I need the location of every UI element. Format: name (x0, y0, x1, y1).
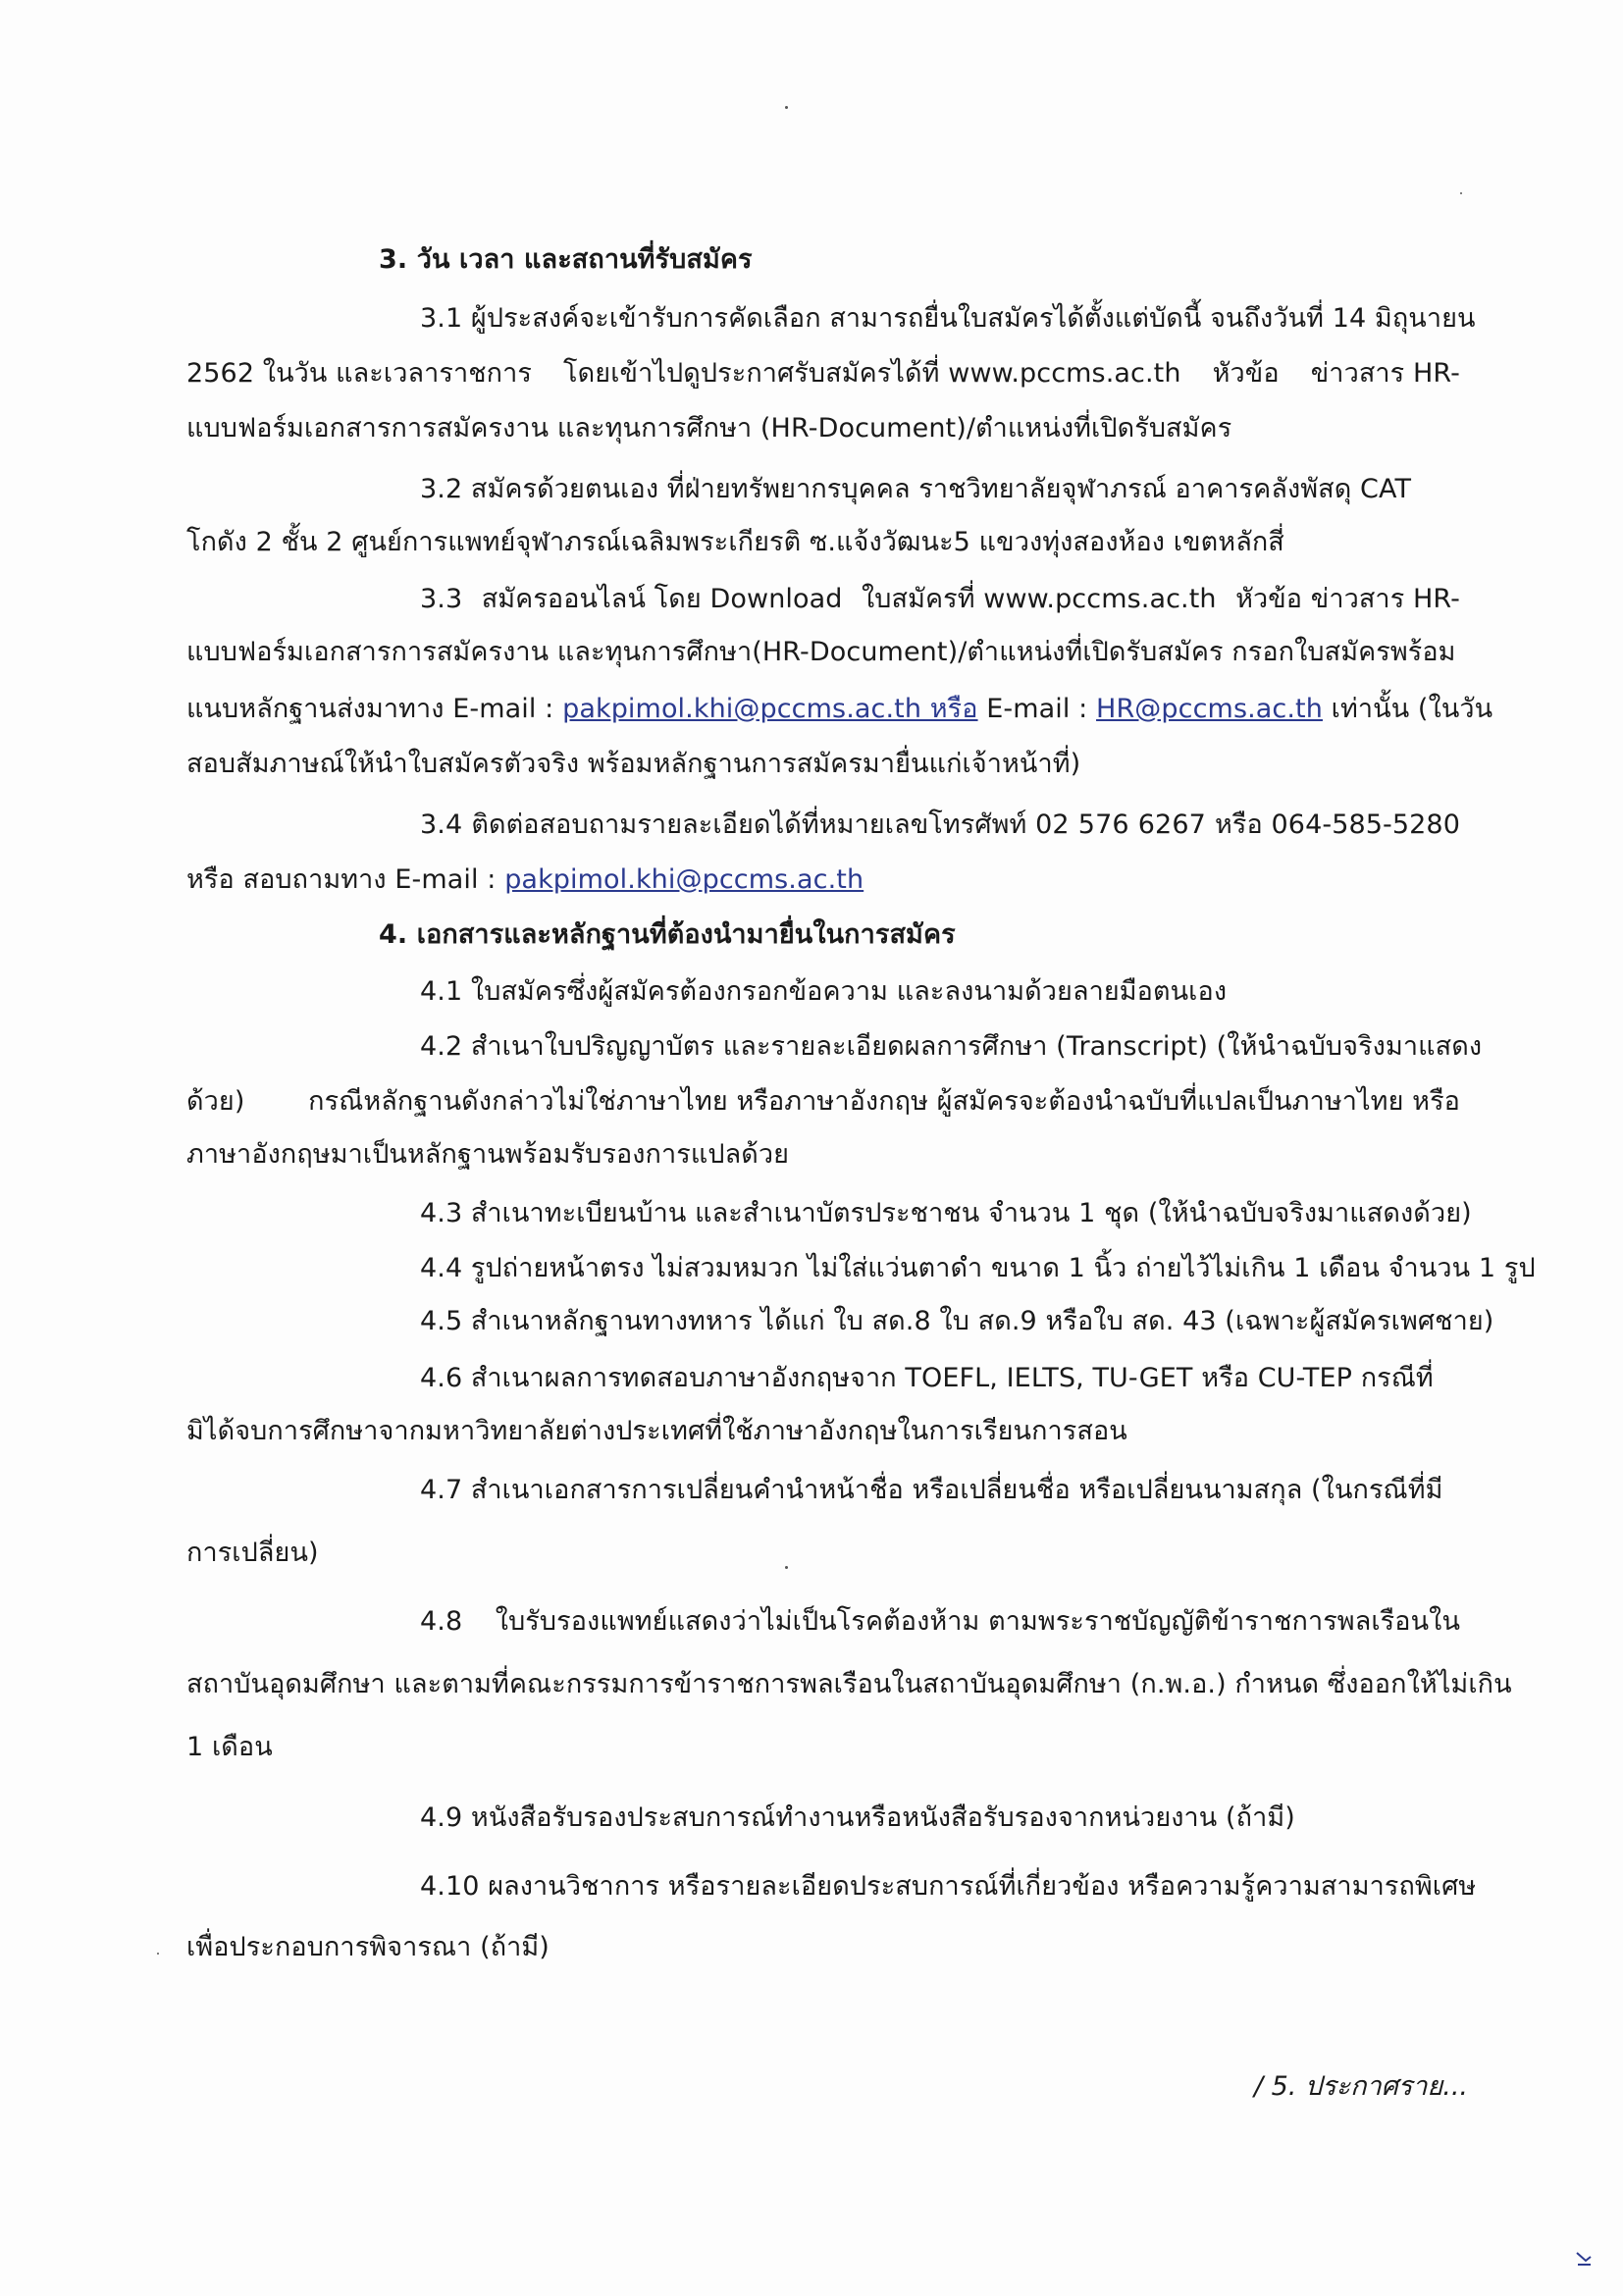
item-4-8-line-1-part-2: ใบรับรองแพทย์แสดงว่าไม่เป็นโรคต้องห้าม ตามพระราชบัญญัติข้าราชการพลเรือนใน (495, 1606, 1460, 1637)
item-3-3-line-1-part-2: สมัครออนไลน์ โดย Download (481, 584, 843, 614)
item-3-1-line-2-part-1: 2562 ในวัน และเวลาราชการ (186, 358, 532, 389)
item-3-1-line-2 (186, 357, 1460, 391)
item-3-3-line-1-part-4: หัวข้อ ข่าวสาร HR- (1235, 584, 1460, 614)
item-4-5: 4.5 สำเนาหลักฐานทางทหาร ได้แก่ ใบ สด.8 ใบ สด.9 หรือใบ สด. 43 (เฉพาะผู้สมัครเพศชาย) (420, 1306, 1494, 1336)
section-4-heading: 4. เอกสารและหลักฐานที่ต้องนำมายื่นในการสมัคร (379, 919, 956, 950)
email-link-pakpimol[interactable]: pakpimol.khi@pccms.ac.th หรือ (562, 694, 978, 724)
item-3-4-line-2 (186, 863, 864, 897)
item-4-4: 4.4 รูปถ่ายหน้าตรง ไม่สวมหมวก ไม่ใส่แว่นตาดำ ขนาด 1 นิ้ว ถ่ายไว้ไม่เกิน 1 เดือน จำนวน 1 รูป (420, 1253, 1536, 1283)
item-3-1-line-3: แบบฟอร์มเอกสารการสมัครงาน และทุนการศึกษา (HR-Document)/ตำแหน่งที่เปิดรับสมัคร (186, 413, 1232, 444)
item-4-2-line-3: ภาษาอังกฤษมาเป็นหลักฐานพร้อมรับรองการแปลด้วย (186, 1139, 790, 1170)
item-4-8-line-1 (420, 1605, 1460, 1639)
item-4-10-line-2: เพื่อประกอบการพิจารณา (ถ้ามี) (186, 1932, 550, 1962)
item-3-4-line-1-part-1: 3.4 (420, 809, 463, 840)
scan-speck (1460, 192, 1462, 194)
item-3-2-line-2: โกดัง 2 ชั้น 2 ศูนย์การแพทย์จุฬาภรณ์เฉลิมพระเกียรติ ซ.แจ้งวัฒนะ5 แขวงทุ่งสองห้อง เขตหลักสี่ (186, 527, 1284, 557)
item-4-2-line-1: 4.2 สำเนาใบปริญญาบัตร และรายละเอียดผลการศึกษา (Transcript) (ให้นำฉบับจริงมาแสดง (420, 1031, 1483, 1062)
item-3-1-line-2-part-2: โดยเข้าไปดูประกาศรับสมัครได้ที่ www.pccms.ac.th (563, 358, 1181, 389)
scan-speck (785, 106, 788, 109)
item-3-3-line-1-part-1: 3.3 (420, 584, 463, 614)
item-4-2-line-2 (186, 1085, 1460, 1119)
item-4-1: 4.1 ใบสมัครซึ่งผู้สมัครต้องกรอกข้อความ และลงนามด้วยลายมือตนเอง (420, 976, 1228, 1007)
email-link-hr[interactable]: HR@pccms.ac.th (1096, 694, 1323, 724)
item-3-4-line-1-part-5: หรือ 064-585-5280 (1215, 809, 1460, 840)
item-3-4-line-1-part-2: ติดต่อสอบถามรายละเอียดได้ที่หมายเลขโทรศัพท์ 02 (471, 809, 1070, 840)
section-3-heading: 3. วัน เวลา และสถานที่รับสมัคร (379, 244, 753, 275)
item-4-7-line-1: 4.7 สำเนาเอกสารการเปลี่ยนคำนำหน้าชื่อ หรือเปลี่ยนชื่อ หรือเปลี่ยนนามสกุล (ในกรณีที่มี (420, 1475, 1443, 1505)
item-3-3-line-3-prefix: แนบหลักฐานส่งมาทาง E-mail : (186, 694, 563, 724)
item-4-3: 4.3 สำเนาทะเบียนบ้าน และสำเนาบัตรประชาชน จำนวน 1 ชุด (ให้นำฉบับจริงมาแสดงด้วย) (420, 1198, 1472, 1228)
item-4-8-line-3: 1 เดือน (186, 1732, 273, 1762)
scan-speck (157, 1953, 159, 1955)
scan-speck (785, 1566, 788, 1569)
item-3-2-line-1: 3.2 สมัครด้วยตนเอง ที่ฝ่ายทรัพยากรบุคคล ราชวิทยาลัยจุฬาภรณ์ อาคารคลังพัสดุ CAT (420, 474, 1412, 504)
item-3-4-line-2-prefix: หรือ สอบถามทาง E-mail : (186, 864, 505, 895)
item-3-4-line-1-part-4: 6267 (1137, 809, 1206, 840)
item-4-10-line-1: 4.10 ผลงานวิชาการ หรือรายละเอียดประสบการณ์ที่เกี่ยวข้อง หรือความรู้ความสามารถพิเศษ (420, 1871, 1477, 1902)
item-3-1-line-1: 3.1 ผู้ประสงค์จะเข้ารับการคัดเลือก สามารถยื่นใบสมัครได้ตั้งแต่บัดนี้ จนถึงวันที่ 14 มิถุนายน (420, 303, 1476, 334)
corner-pen-mark-icon (1574, 2249, 1594, 2269)
item-4-6-line-2: มิได้จบการศึกษาจากมหาวิทยาลัยต่างประเทศที่ใช้ภาษาอังกฤษในการเรียนการสอน (186, 1416, 1127, 1446)
item-3-1-line-2-part-3: หัวข้อ (1212, 358, 1280, 389)
item-4-9: 4.9 หนังสือรับรองประสบการณ์ทำงานหรือหนังสือรับรองจากหน่วยงาน (ถ้ามี) (420, 1802, 1295, 1833)
item-3-3-line-1 (420, 583, 1460, 616)
email-link-pakpimol-contact[interactable]: pakpimol.khi@pccms.ac.th (504, 864, 864, 895)
item-4-2-line-2-part-1: ด้วย) (186, 1086, 245, 1117)
item-3-4-line-1-part-3: 576 (1077, 809, 1129, 840)
item-3-3-line-2: แบบฟอร์มเอกสารการสมัครงาน และทุนการศึกษา(HR-Document)/ตำแหน่งที่เปิดรับสมัคร กรอกใบสมัครพร้อม (186, 637, 1456, 667)
item-3-3-line-3-mid: E-mail : (977, 694, 1097, 724)
continuation-note: / 5. ประกาศราย... (1253, 2071, 1468, 2102)
item-3-3-line-3 (186, 693, 1492, 726)
item-3-3-line-4: สอบสัมภาษณ์ให้นำใบสมัครตัวจริง พร้อมหลักฐานการสมัครมายื่นแก่เจ้าหน้าที่) (186, 749, 1081, 779)
item-4-8-line-1-part-1: 4.8 (420, 1606, 463, 1637)
item-3-4-line-1 (420, 809, 1460, 842)
item-3-3-line-1-part-3: ใบสมัครที่ www.pccms.ac.th (861, 584, 1217, 614)
item-4-8-line-2: สถาบันอุดมศึกษา และตามที่คณะกรรมการข้าราชการพลเรือนในสถาบันอุดมศึกษา (ก.พ.อ.) กำหนด ซึ่งออกให้ไม่เกิน (186, 1669, 1512, 1699)
item-4-7-line-2: การเปลี่ยน) (186, 1538, 319, 1568)
item-3-3-line-3-suffix: เท่านั้น (ในวัน (1322, 694, 1493, 724)
item-4-6-line-1: 4.6 สำเนาผลการทดสอบภาษาอังกฤษจาก TOEFL, IELTS, TU-GET หรือ CU-TEP กรณีที่ (420, 1363, 1434, 1393)
item-4-2-line-2-part-2: กรณีหลักฐานดังกล่าวไม่ใช่ภาษาไทย หรือภาษาอังกฤษ ผู้สมัครจะต้องนำฉบับที่แปลเป็นภาษาไทย หรือ (308, 1086, 1460, 1117)
item-3-1-line-2-part-4: ข่าวสาร HR- (1310, 358, 1460, 389)
